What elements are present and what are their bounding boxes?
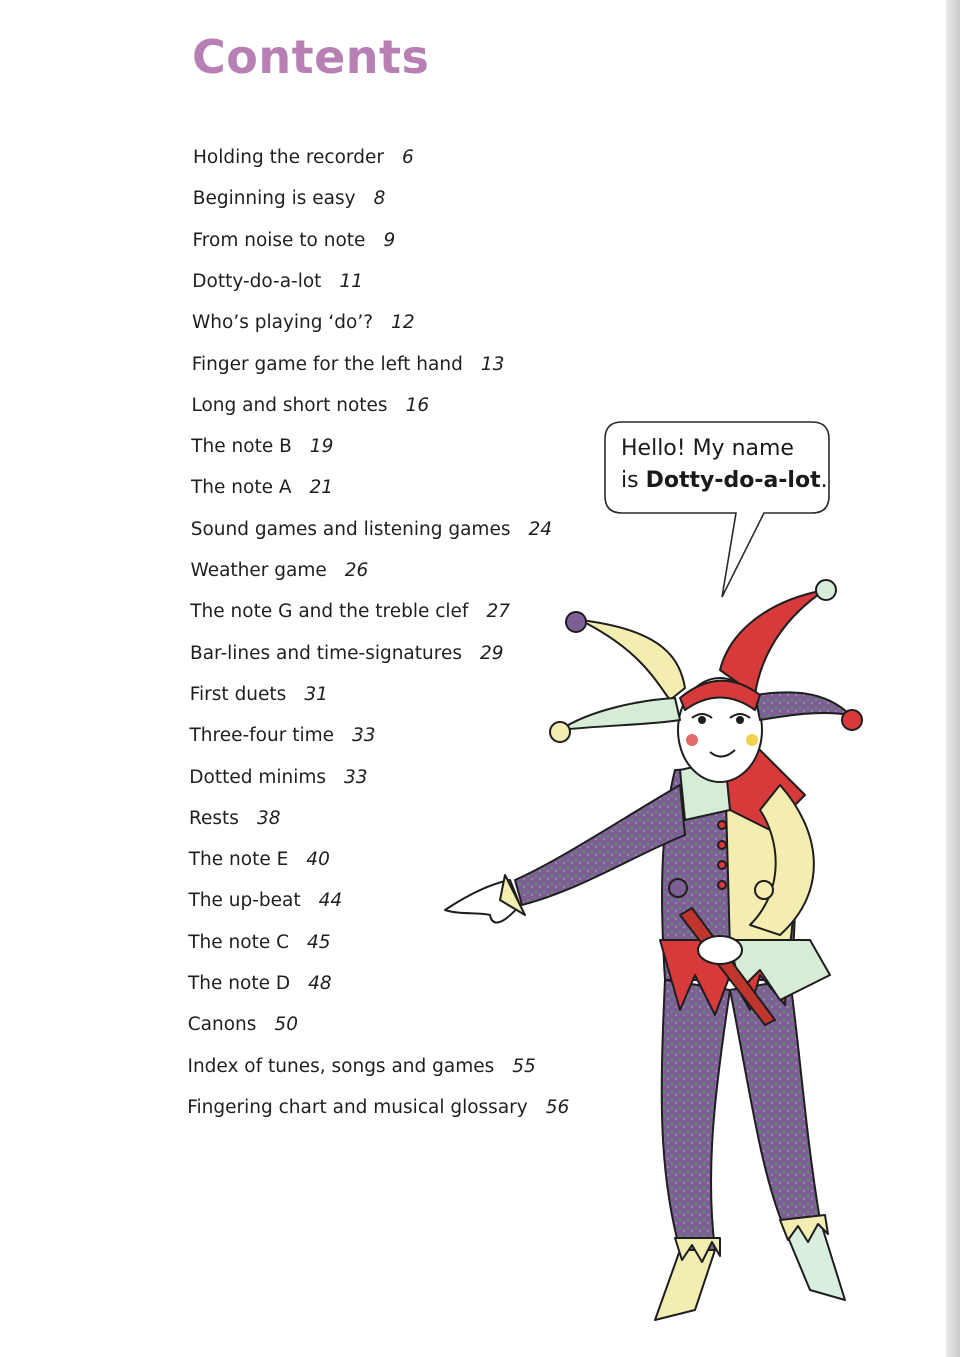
toc-entry-page: 19 [309, 436, 334, 458]
button-1 [718, 821, 726, 829]
toc-entry-label: Finger game for the left hand [191, 353, 463, 375]
jester-illustration [430, 570, 880, 1330]
toc-entry-page: 27 [486, 601, 510, 623]
page-title: Contents [192, 30, 430, 84]
toc-entry-label: Canons [187, 1014, 257, 1036]
left-pupil [699, 717, 705, 723]
right-pupil [737, 717, 743, 723]
toc-entry [191, 559, 369, 583]
toc-entry-page: 31 [304, 683, 328, 705]
right-leg [730, 980, 820, 1230]
toc-entry-page: 8 [373, 188, 386, 210]
toc-entry-label: Fingering chart and musical glossary [187, 1096, 528, 1118]
toc-entry-label: Weather game [190, 560, 327, 581]
toc-entry-label: Rests [189, 807, 239, 829]
hat-point-red [720, 590, 825, 695]
toc-entry [192, 394, 430, 418]
toc-entry-label: The note D [188, 973, 291, 994]
hat-point-yellow [580, 620, 685, 700]
speech-line-1: Hello! My name [621, 436, 794, 461]
toc-entry [189, 889, 343, 913]
toc-entry-label: Who’s playing ‘do’? [192, 312, 374, 334]
speech-line-2-prefix: is [621, 468, 646, 493]
toc-entry [191, 435, 333, 459]
button-2 [718, 841, 726, 849]
toc-entry-label: Index of tunes, songs and games [187, 1055, 495, 1077]
toc-entry-page: 26 [344, 560, 369, 581]
speech-bubble-text [621, 433, 828, 497]
toc-entry-page: 33 [344, 766, 368, 788]
toc-entry-label: The note B [191, 436, 292, 458]
toc-entry-page: 13 [480, 353, 505, 375]
toc-entry-page: 9 [383, 229, 396, 251]
toc-entry [193, 146, 414, 170]
toc-entry-label: The up-beat [188, 890, 301, 912]
toc-entry-page: 11 [339, 270, 363, 292]
hat-bell-4 [842, 710, 862, 730]
hat-bell-1 [566, 612, 586, 632]
hat-point-mint [560, 698, 680, 730]
toc-entry [190, 724, 376, 748]
toc-entry [189, 766, 367, 790]
toc-entry [192, 311, 415, 335]
toc-entry [188, 1013, 298, 1037]
toc-entry-page: 56 [545, 1096, 570, 1118]
button-3 [718, 861, 726, 869]
collar-bell-left [669, 879, 687, 897]
toc-entry-page: 48 [308, 973, 332, 994]
left-leg [662, 980, 730, 1250]
toc-entry-page: 12 [391, 312, 415, 334]
toc-entry-page: 45 [307, 931, 331, 953]
button-4 [718, 881, 726, 889]
right-cheek [746, 734, 758, 746]
toc-entry-label: The note E [188, 849, 289, 871]
toc-entry-page: 44 [318, 890, 343, 912]
toc-entry-label: Bar-lines and time-signatures [190, 642, 462, 664]
toc-entry [191, 518, 552, 542]
toc-entry [191, 476, 333, 500]
toc-entry-label: The note A [191, 477, 292, 499]
toc-entry-label: Three-four time [189, 725, 335, 747]
page-edge [946, 0, 960, 1357]
toc-entry-label: First duets [189, 683, 287, 705]
toc-entry-page: 6 [401, 147, 414, 168]
pointing-arm [515, 785, 685, 905]
toc-entry-page: 21 [309, 477, 334, 499]
toc-entry-page: 40 [306, 849, 330, 871]
hat-bell-2 [816, 580, 836, 600]
left-cheek [686, 734, 698, 746]
hat-point-purple [755, 692, 850, 720]
toc-entry-page: 29 [479, 642, 504, 664]
toc-entry [192, 270, 363, 294]
toc-entry [190, 683, 328, 707]
toc-entry-label: Beginning is easy [192, 188, 356, 210]
toc-entry-page: 33 [352, 725, 376, 747]
toc-entry [188, 931, 330, 955]
toc-entry [188, 972, 332, 996]
collar-bell-right [755, 881, 773, 899]
toc-entry-page: 50 [274, 1014, 298, 1036]
toc-entry-label: Long and short notes [191, 394, 388, 416]
speech-line-2-suffix: . [820, 468, 828, 493]
toc-entry-label: Dotted minims [189, 766, 327, 788]
speech-bubble [604, 421, 830, 513]
toc-entry-label: Holding the recorder [193, 147, 384, 168]
toc-entry-label: The note G and the treble clef [190, 601, 469, 623]
toc-entry-label: The note C [188, 931, 290, 953]
hat-bell-3 [550, 722, 570, 742]
toc-entry-label: Dotty-do-a-lot [192, 270, 322, 292]
holding-hand [698, 936, 742, 964]
left-shoe [655, 1250, 715, 1320]
toc-entry [193, 229, 396, 253]
character-name: Dotty-do-a-lot [645, 468, 821, 493]
toc-entry-page: 24 [528, 518, 553, 540]
toc-entry-page: 38 [256, 807, 281, 829]
speech-line-2 [621, 465, 828, 497]
toc-entry-page: 55 [512, 1055, 536, 1077]
toc-entry [189, 807, 280, 831]
toc-entry-page: 16 [405, 394, 430, 416]
toc-entry-label: From noise to note [192, 229, 366, 251]
toc-entry [189, 848, 330, 872]
toc-entry-label: Sound games and listening games [190, 518, 511, 540]
toc-entry [192, 353, 505, 377]
toc-entry [193, 187, 386, 211]
